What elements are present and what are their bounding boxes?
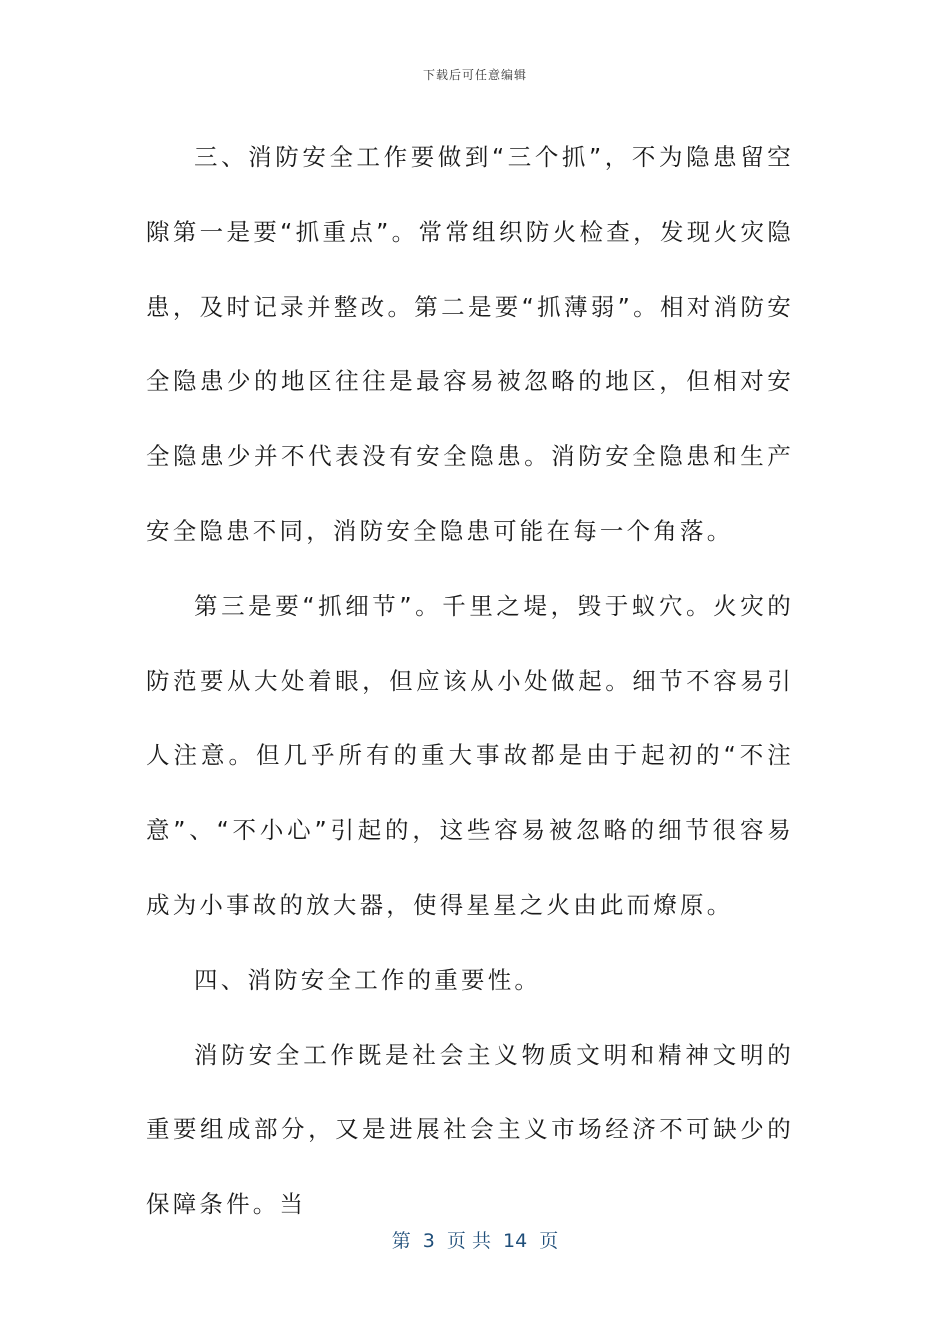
paragraph: 消防安全工作既是社会主义物质文明和精神文明的重要组成部分，又是进展社会主义市场经济不可缺少的保障条件。当 <box>146 1040 794 1219</box>
paragraph: 第三是要“抓细节”。千里之堤，毁于蚁穴。火灾的防范要从大处着眼，但应该从小处做起。细节不容易引人注意。但几乎所有的重大事故都是由于起初的“不注意”、“不小心”引起的，这些容易被忽略的细节很容易成为小事故的放大器，使得星星之火由此而燎原。 <box>146 591 794 919</box>
paragraph: 三、消防安全工作要做到“三个抓”，不为隐患留空隙第一是要“抓重点”。常常组织防火检查，发现火灾隐患，及时记录并整改。第二是要“抓薄弱”。相对消防安全隐患少的地区往往是最容易被忽略的地区，但相对安全隐患少并不代表没有安全隐患。消防安全隐患和生产安全隐患不同，消防安全隐患可能在每一个角落。 <box>146 143 794 545</box>
header-note: 下载后可任意编辑 <box>422 68 527 82</box>
document-body <box>146 120 794 1242</box>
paragraph: 四、消防安全工作的重要性。 <box>194 965 542 994</box>
page-number-footer: 第 3 页 共 14 页 <box>391 1230 559 1252</box>
